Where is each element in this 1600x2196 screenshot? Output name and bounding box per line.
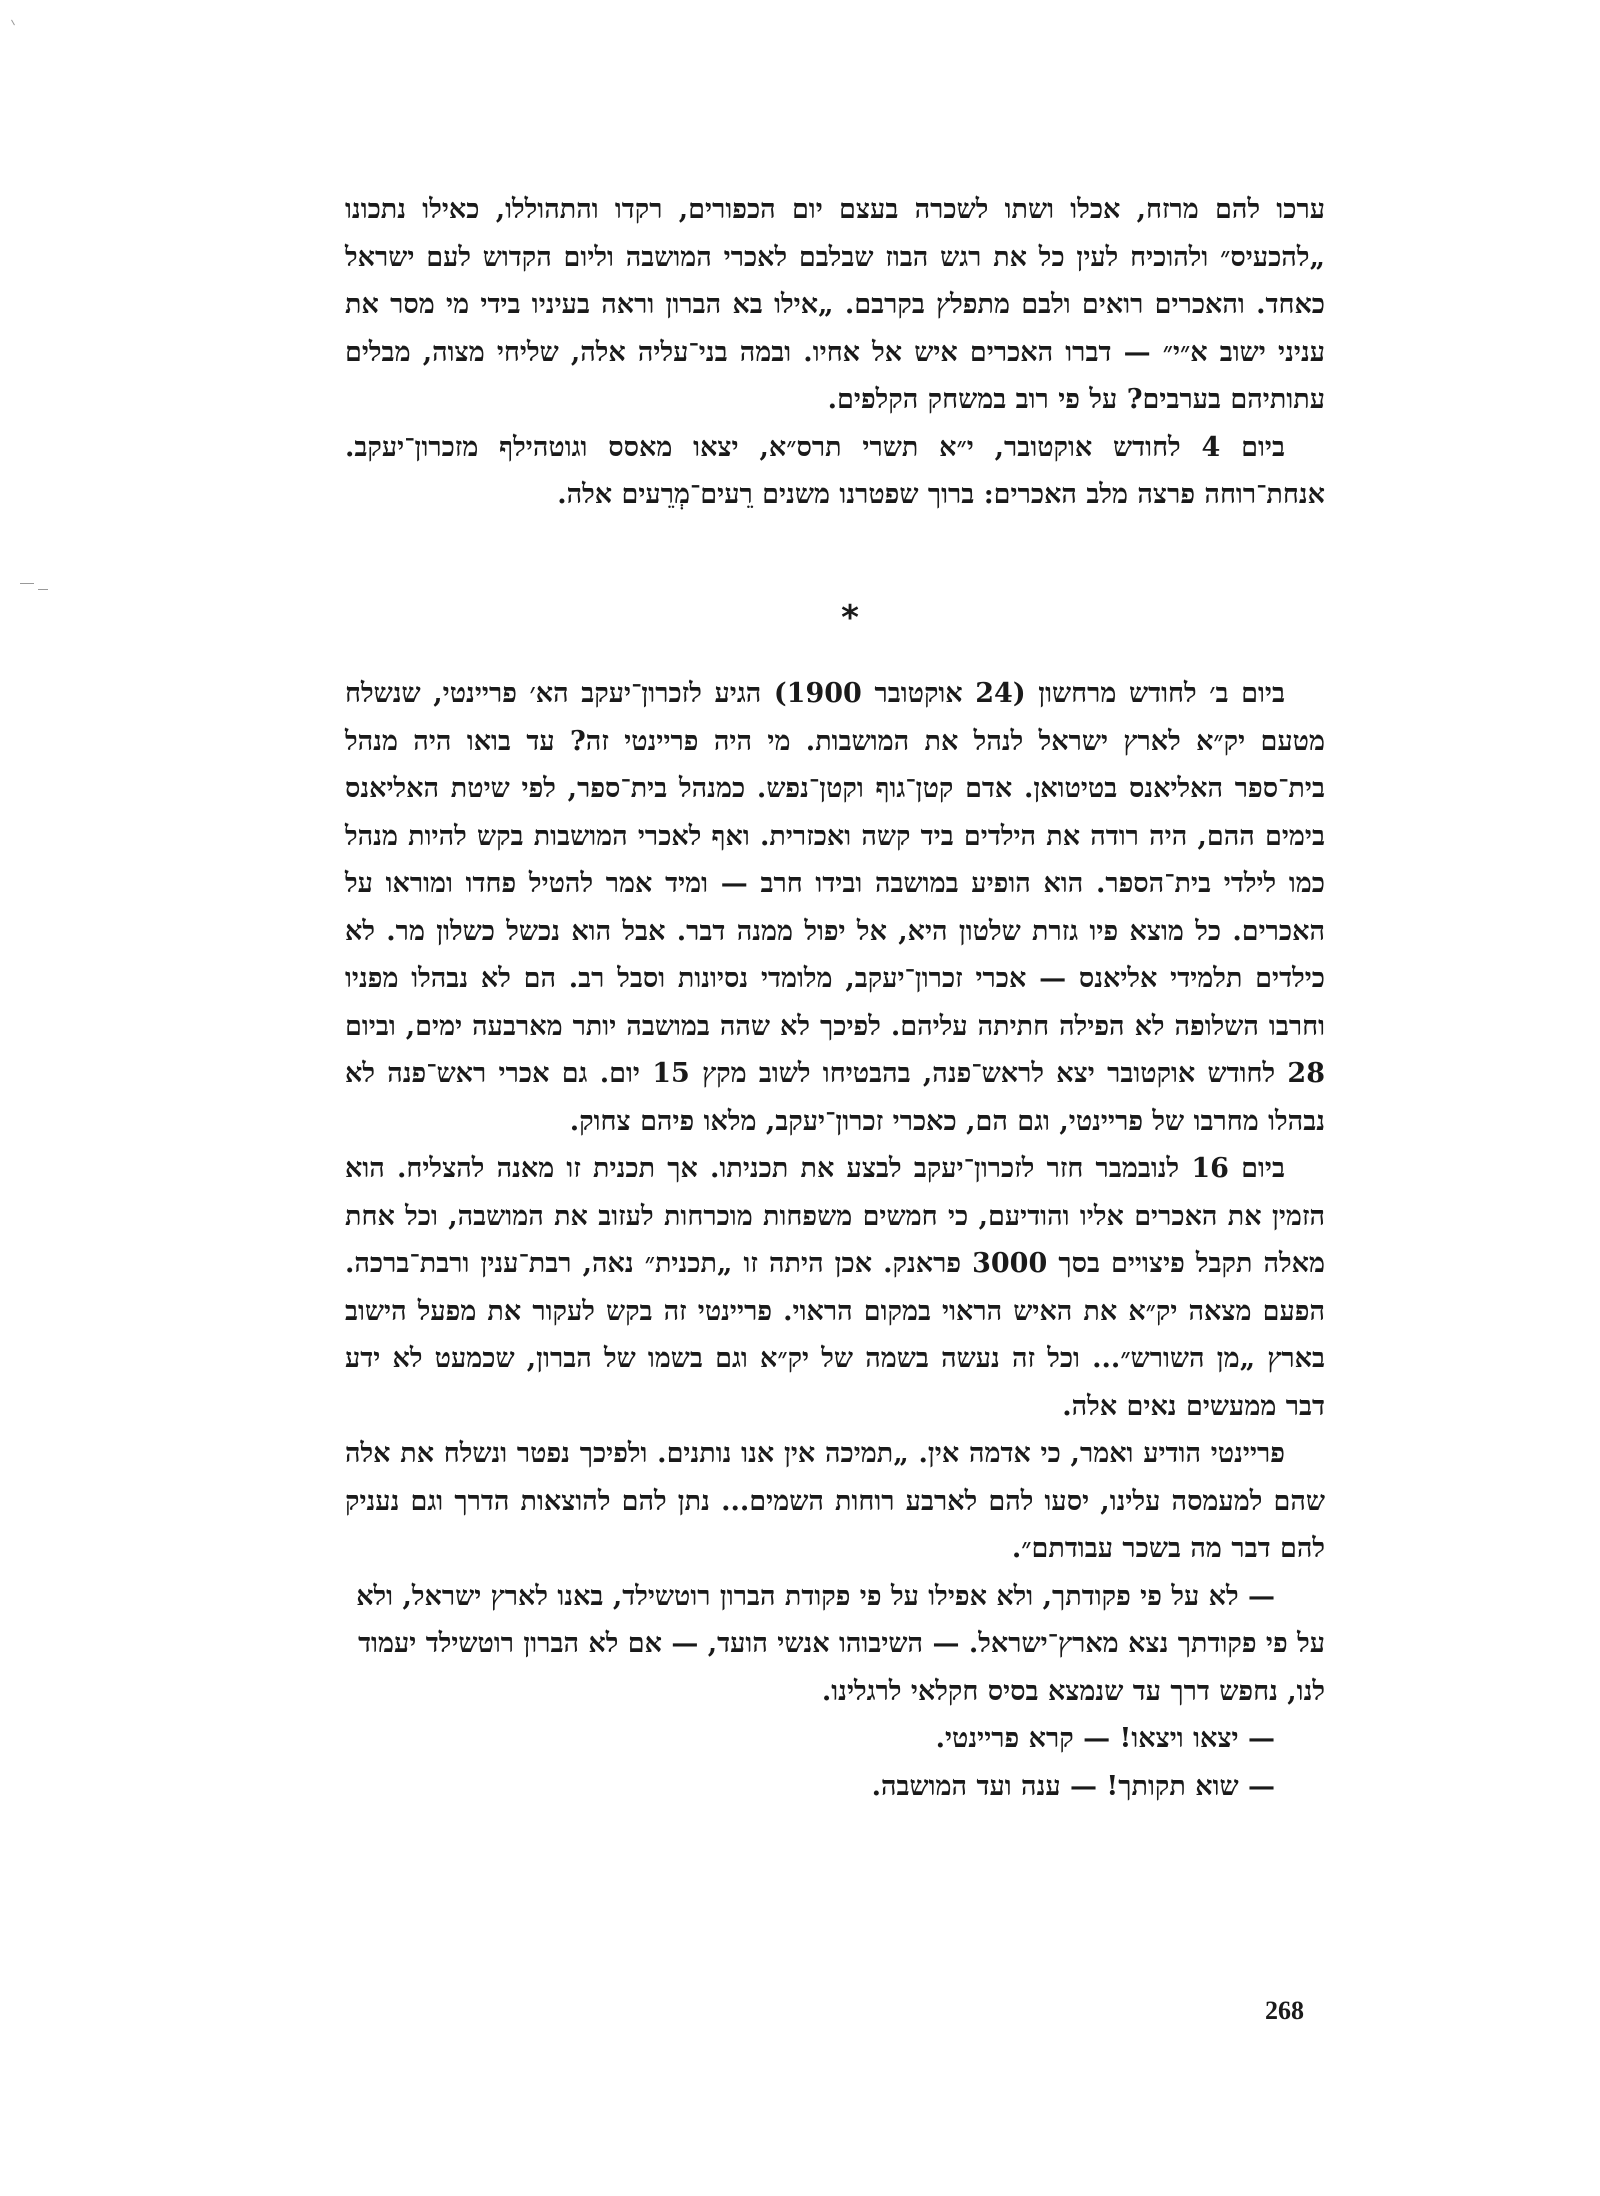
paragraph: ביום 16 לנובמבר חזר לזכרון־יעקב לבצע את תכניתו. אך תכנית זו מאנה להצליח. הוא הזמין את האכרים אליו והודיעם, כי חמשים משפחות מוכרחות לעזוב את המושבה, וכל אחת מאלה תקבל פיצויים בסך 3000 פראנק. אכן היתה זו „תכנית״ נאה, רבת־ענין ורבת־ברכה. הפעם מצאה יק״א את האיש הראוי במקום הראוי. פריינטי זה בקש לעקור את מפעל הישוב בארץ „מן השורש״... וכל זה נעשה בשמה של יק״א וגם בשמו של הברון, שכמעט לא ידע דבר ממעשים נאים אלה. [345,1153,1325,1422]
paragraph: ערכו להם מרזח, אכלו ושתו לשכרה בעצם יום הכפורים, רקדו והתהוללו, כאילו נתכונו „להכעיס״ ולהוכיח לעין כל את רגש הבוז שבלבם לאכרי המושבה וליום הקדוש לעם ישראל כאחד. והאכרים רואים ולבם מתפלץ בקרבם. „אילו בא הברון וראה בעיניו בידי מי מסר את עניני ישוב א״י״ — דברו האכרים איש אל אחיו. ובמה בני־עליה אלה, שליחי מצוה, מבלים עתותיהם בערבים? על פי רוב במשחק הקלפים. [345,194,1325,415]
text-section-2 [345,670,1325,1810]
paragraph: פריינטי הודיע ואמר, כי אדמה אין. „תמיכה אין אנו נותנים. ולפיכך נפטר ונשלח את אלה שהם למעמסה עלינו, יסעו להם לארבע רוחות השמים... נתן להם להוצאות הדרך וגם נעניק להם דבר מה בשכר עבודתם״. [345,1438,1325,1564]
section-separator: * [841,598,859,638]
scan-mark [11,20,15,26]
paragraph: ביום 4 לחודש אוקטובר, י״א תשרי תרס״א, יצאו מאסס וגוטהילף מזכרון־יעקב. אנחת־רוחה פרצה מלב האכרים: ברוך שפטרנו משנים רֵעים־מְרֵעים אלה. [345,431,1325,510]
paragraph: ביום ב׳ לחודש מרחשון (24 אוקטובר 1900) הגיע לזכרון־יעקב הא׳ פריינטי, שנשלח מטעם יק״א לארץ ישראל לנהל את המושבות. מי היה פריינטי זה? עד בואו היה מנהל בית־ספר האליאנס בטיטואן. אדם קטן־גוף וקטן־נפש. כמנהל בית־ספר, לפי שיטת האליאנס בימים ההם, היה רודה את הילדים ביד קשה ואכזרית. ואף לאכרי המושבות בקש להיות מנהל כמו לילדי בית־הספר. הוא הופיע במושבה ובידו חרב — ומיד אמר להטיל פחדו ומוראו על האכרים. כל מוצא פיו גזרת שלטון היא, אל יפול ממנה דבר. אבל הוא נכשל כשלון מר. לא כילדים תלמידי אליאנס — אכרי זכרון־יעקב, מלומדי נסיונות וסבל רב. הם לא נבהלו מפניו וחרבו השלופה לא הפילה חתיתה עליהם. לפיכך לא שהה במושבה יותר מארבעה ימים, וביום 28 לחודש אוקטובר יצא לראש־פנה, בהבטיחו לשוב מקץ 15 יום. גם אכרי ראש־פנה לא נבהלו מחרבו של פריינטי, וגם הם, כאכרי זכרון־יעקב, מלאו פיהם צחוק. [345,678,1325,1137]
scan-mark [38,589,48,590]
dialogue-line: — שוא תקותך! — ענה ועד המושבה. [871,1770,1275,1802]
dialogue-line: — יצאו ויצאו! — קרא פריינטי. [935,1723,1275,1754]
scan-mark [20,583,34,584]
page-number: 268 [1265,1996,1304,2025]
dialogue-line: — לא על פי פקודתך, ולא אפילו על פי פקודת הברון רוטשילד, באנו לארץ ישראל, ולא על פי פקודתך נצא מארץ־ישראל. — השיבוהו אנשי הועד, — אם לא הברון רוטשילד יעמוד לנו, נחפש דרך עד שנמצא בסיס חקלאי לרגלינו. [356,1580,1325,1707]
text-section-1 [345,186,1325,519]
